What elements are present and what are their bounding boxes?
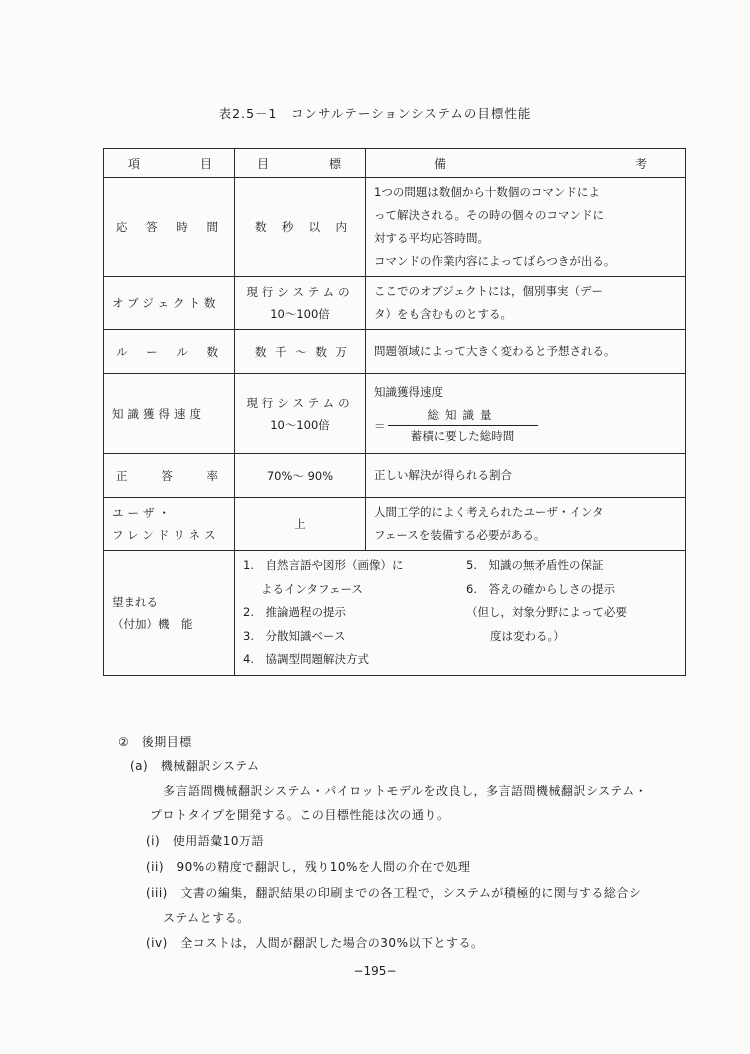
paragraph-line: 多言語間機械翻訳システム・パイロットモデルを改良し，多言語間機械翻訳システム・ [163, 784, 648, 798]
target-cell: 70%〜 90% [235, 454, 366, 498]
header-item: 項 目 [104, 149, 235, 178]
formula-denominator: 蓄積に要した総時間 [410, 429, 515, 443]
target-performance-table [103, 148, 686, 676]
functions-list-left: 1. 自然言語や図形（画像）に よるインタフェース 2. 推論過程の提示 3. 分散知識ベース 4. 協調型問題解決方式 [243, 558, 404, 666]
functions-cell [235, 551, 686, 676]
target-cell: 上 [235, 498, 366, 551]
remarks-cell: 正しい解決が得られる割合 [366, 454, 686, 498]
header-target: 目 標 [235, 149, 366, 178]
remarks-cell: 知識獲得速度 ＝ $\frac{\text{総知識量}}{\text{蓄積に要した総時間}}$ [366, 374, 686, 454]
item-cell: オブジェクト数 [104, 277, 235, 330]
paragraph-line: プロトタイプを開発する。この目標性能は次の通り。 [150, 808, 450, 822]
remarks-cell: 人間工学的によく考えられたユーザ・インタ フェースを装備する必要がある。 [366, 498, 686, 551]
list-item: (iv) 全コストは，人間が翻訳した場合の30%以下とする。 [146, 936, 484, 950]
list-item: (i) 使用語彙10万語 [146, 834, 264, 848]
table-header-row [104, 149, 686, 178]
remarks-cell: 問題領域によって大きく変わると予想される。 [366, 330, 686, 374]
table-row [104, 178, 686, 277]
item-cell: ユーザ・ フレンドリネス [104, 498, 235, 551]
table-caption: 表2.5－1 コンサルテーションシステムの目標性能 [218, 106, 532, 121]
table-row [104, 330, 686, 374]
table-row [104, 277, 686, 330]
target-cell: 数 秒 以 内 [235, 178, 366, 277]
remarks-cell: 1つの問題は数個から十数個のコマンドによ って解決される。その時の個々のコマンドに 対する平均応答時間。 コマンドの作業内容によってばらつきが出る。 [366, 178, 686, 277]
page-number: −195− [353, 964, 397, 978]
formula-numerator: 総知識量 [388, 405, 538, 426]
header-remarks: 備 考 [366, 149, 686, 178]
functions-list-right: 5. 知識の無矛盾性の保証 6. 答えの確からしさの提示 （但し，対象分野によって必要 度は変わる。） [466, 558, 627, 643]
table-row [104, 374, 686, 454]
list-item: (ii) 90%の精度で翻訳し，残り10%を人間の介在で処理 [146, 860, 471, 874]
target-cell: 現行システムの 10〜100倍 [235, 277, 366, 330]
knowledge-rate-formula: ＝ $\frac{\text{総知識量}}{\text{蓄積に要した総時間}}$ [374, 405, 677, 446]
target-cell: 数 千 〜 数 万 [235, 330, 366, 374]
list-item-continuation: ステムとする。 [163, 911, 250, 925]
item-cell: 正 答 率 [104, 454, 235, 498]
item-cell: 応 答 時 間 [104, 178, 235, 277]
subsection-heading: (a) 機械翻訳システム [130, 759, 260, 773]
remarks-cell: ここでのオブジェクトには，個別事実（デー タ）をも含むものとする。 [366, 277, 686, 330]
section-heading: ② 後期目標 [118, 735, 192, 749]
item-cell: ル ー ル 数 [104, 330, 235, 374]
item-cell: 知識獲得速度 [104, 374, 235, 454]
table-row [104, 454, 686, 498]
table-row [104, 498, 686, 551]
item-cell: 望まれる （付加）機 能 [104, 551, 235, 676]
target-cell: 現行システムの 10〜100倍 [235, 374, 366, 454]
list-item: (iii) 文書の編集，翻訳結果の印刷までの各工程で，システムが積極的に関与する総合シ [146, 886, 642, 900]
table-row [104, 551, 686, 676]
